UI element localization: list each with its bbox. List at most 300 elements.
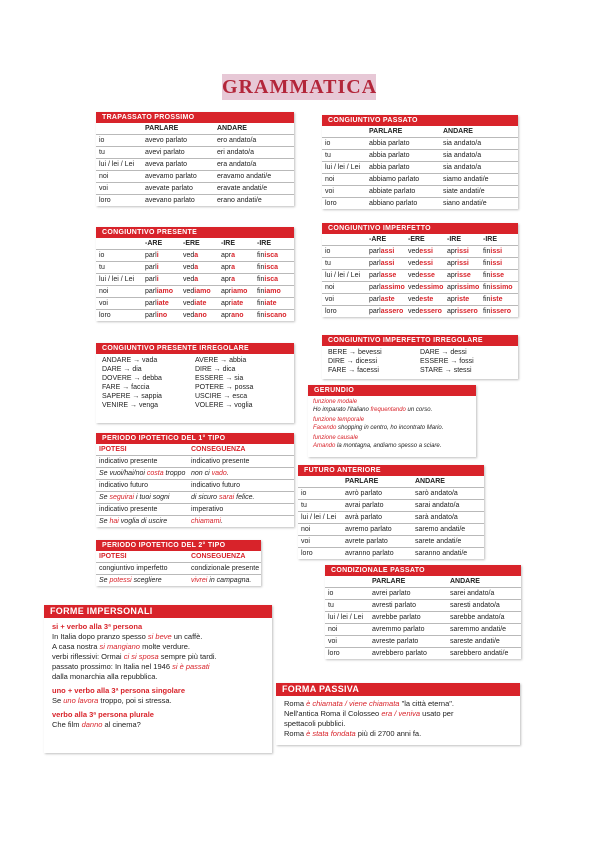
andare-form: sarò andato/a [412,488,484,500]
verb-stem: apr [447,296,458,303]
verb-stem: parl [369,284,381,291]
column-header-parlare: PARLARE [369,128,403,135]
person-label: io [96,135,142,147]
conjugation-row [322,138,518,150]
verb-ending: asse [380,272,397,279]
period-cell: indicativo presente [96,504,188,516]
example-line [44,652,272,662]
irregular-form: DIRE → dica [195,366,236,373]
verb-form [405,306,444,318]
highlight-verb: ci si sposa [123,652,159,661]
period-cell [96,575,188,587]
trapassato-prossimo-box [96,112,294,206]
verb-stem: parl [145,300,157,307]
verb-form [218,274,254,286]
conjugation-row [96,195,294,207]
andare-form: sareste andati/e [447,636,521,648]
verb-form [444,306,480,318]
andare-form: siamo andati/e [440,174,518,186]
column-header-ending: -ERE [183,240,200,247]
column-header-ending: -ARE [369,236,387,243]
verb-stem: apr [221,252,232,259]
cong-imperfetto-heading: CONGIUNTIVO IMPERFETTO [322,223,518,234]
column-header-andare: ANDARE [450,578,480,585]
person-label: io [322,138,366,150]
andare-form: sarei andato/a [447,588,521,600]
column-header-ipotesi: IPOTESI [99,446,127,453]
text: non ci [191,470,212,477]
verb-stem: ved [408,284,420,291]
period-row [96,516,294,528]
conjugation-row [298,548,484,560]
period-cell [188,516,294,528]
column-header-conseguenza: CONSEGUENZA [191,553,246,560]
verb-form [142,274,180,286]
verb-stem: parl [145,276,157,283]
column-header-person [322,234,366,246]
verb-stem: fin [483,296,491,303]
verb-ending: essi [419,248,433,255]
andare-form: sarai andato/a [412,500,484,512]
text: usato per [420,709,454,718]
verb-ending: issi [490,248,503,255]
person-label: loro [322,198,366,210]
andare-form: sia andato/a [440,138,518,150]
verb-ending: ino [156,312,168,319]
verb-form [180,250,218,262]
example-line [276,709,520,719]
conjugation-row [325,648,521,660]
person-label: io [96,250,142,262]
parlare-form: avevamo parlato [142,171,214,183]
verb-form [180,298,218,310]
verb-form [444,270,480,282]
verb-ending: a [231,264,236,271]
cong-pres-irr-heading: CONGIUNTIVO PRESENTE IRREGOLARE [96,343,294,354]
highlight-verb: è stata fondata [306,729,356,738]
verb-form [142,262,180,274]
andare-form: ero andato/a [214,135,294,147]
irregular-form: ESSERE → sia [195,375,244,382]
verb-stem: parl [369,296,381,303]
verb-stem: apr [447,248,458,255]
verb-stem: fin [257,288,265,295]
person-label: lui / lei / Lei [298,512,342,524]
andare-form: eravamo andati/e [214,171,294,183]
verb-stem: fin [257,276,265,283]
verb-stem: ved [408,248,420,255]
period-row [96,575,261,587]
person-label: noi [96,171,142,183]
person-label: loro [96,310,142,322]
conjugation-row [325,624,521,636]
page-title: GRAMMATICA [222,76,378,98]
verb-stem: fin [257,264,265,271]
highlight-verb: si beve [147,632,172,641]
parlare-form: avevi parlato [142,147,214,159]
verb-form [480,306,518,318]
andare-form: era andato/a [214,159,294,171]
gerundio-function-label: funzione temporale [313,417,365,423]
verb-form [366,270,405,282]
periodo1-heading: PERIODO IPOTETICO DEL 1° TIPO [96,433,294,444]
conjugation-row [96,159,294,171]
verb-form [366,258,405,270]
verb-ending: issero [457,308,478,315]
trapassato-heading: TRAPASSATO PROSSIMO [96,112,294,123]
futuro-ant-table [298,476,484,559]
period-cell: imperativo [188,504,294,516]
period-cell [96,516,188,528]
verb-stem: apr [447,272,458,279]
verb-form [254,274,294,286]
column-header-ending: -ARE [145,240,163,247]
verb-form [444,294,480,306]
parlare-form: avrò parlato [342,488,412,500]
verb-ending: issimo [457,284,480,291]
verb-stem: ved [183,312,195,319]
column-header-person [322,126,366,138]
verb-form [405,294,444,306]
parlare-form: abbiano parlato [366,198,440,210]
person-label: loro [298,548,342,560]
person-label: io [298,488,342,500]
person-label: io [322,246,366,258]
person-label: lui / lei / Lei [96,274,142,286]
verb-form [444,246,480,258]
verb-form [480,282,518,294]
verb-ending: a [194,252,199,259]
andare-form: saresti andato/a [447,600,521,612]
cong-presente-heading: CONGIUNTIVO PRESENTE [96,227,294,238]
forme-impersonali-box [44,605,272,753]
verb-stem: fin [257,300,265,307]
text: un corso. [405,407,433,413]
period-cell: condizionale presente [188,563,261,575]
irregular-form: ANDARE → vada [102,357,158,364]
verb-ending: iate [264,300,277,307]
text: in campagna. [207,577,252,584]
verb-ending: i [156,264,159,271]
column-header-andare: ANDARE [443,128,473,135]
verb-stem: fin [257,252,265,259]
verb-ending: iamo [156,288,174,295]
conjugation-row [298,500,484,512]
highlight-verb: si mangiano [99,642,140,651]
text: la montagna, andiamo spesso a sciare. [335,443,442,449]
andare-form: eri andato/a [214,147,294,159]
text: voglia di uscire [118,518,168,525]
person-label: noi [322,174,366,186]
cong-passato-table [322,126,518,209]
text: scegliere [131,577,162,584]
text: al cinema? [102,720,141,729]
text: Se [52,696,64,705]
highlight-verb: chiamami [191,518,221,525]
periodo2-table [96,551,261,586]
verb-form [480,246,518,258]
person-label: tu [322,150,366,162]
highlight-verb: frequentando [370,407,406,413]
text: Ho imparato l'italiano [313,407,371,413]
column-header-person [298,476,342,488]
highlight-verb: potessi [109,577,132,584]
gerundio-example [308,406,476,416]
congiuntivo-imperfetto-box [322,223,518,317]
column-header-ipotesi: IPOTESI [99,553,127,560]
cong-presente-table [96,238,294,321]
verb-form [405,270,444,282]
conjugation-row [322,174,518,186]
verb-ending: i [156,252,159,259]
verb-ending: a [231,252,236,259]
example-line [44,672,272,682]
verb-stem: parl [369,272,381,279]
example-line [44,642,272,652]
conjugation-row [325,600,521,612]
column-header-ending: -IRE [447,236,461,243]
cong-pres-irr-left [102,356,195,410]
irregular-form: DARE → dessi [420,349,467,356]
irregular-form: FARE → faccia [102,384,150,391]
verb-ending: iste [490,296,503,303]
irregular-form: USCIRE → esca [195,393,248,400]
conjugation-row [325,636,521,648]
conjugation-row [96,262,294,274]
text: passato prossimo: In Italia nel 1946 [52,662,173,671]
period-cell [96,492,188,504]
verb-form [366,282,405,294]
verb-stem: fin [483,272,491,279]
verb-stem: ved [408,308,420,315]
andare-form: eravate andati/e [214,183,294,195]
highlight-verb: era / veniva [381,709,421,718]
verb-ending: aste [380,296,395,303]
parlare-form: avrà parlato [342,512,412,524]
periodo1-table [96,444,294,527]
person-label: tu [96,147,142,159]
cong-imp-irregolare-box [322,335,518,379]
verb-stem: apr [221,288,232,295]
irregular-form: SAPERE → sappia [102,393,162,400]
person-label: voi [96,298,142,310]
andare-form: saremo andati/e [412,524,484,536]
verb-ending: este [419,296,434,303]
rule-text: si + verbo alla 3ª persona [52,622,143,631]
text: troppo [163,470,186,477]
verb-stem: ved [183,300,195,307]
column-header-person [325,576,369,588]
period-cell: congiuntivo imperfetto [96,563,188,575]
verb-ending: issi [457,248,469,255]
person-label: lui / lei / Lei [322,162,366,174]
text: Se [99,494,110,501]
column-header-person [96,123,142,135]
person-label: noi [322,282,366,294]
verb-ending: ano [194,312,207,319]
verb-ending: a [194,264,199,271]
conjugation-row [322,162,518,174]
cong-imp-irr-heading: CONGIUNTIVO IMPERFETTO IRREGOLARE [322,335,518,346]
period-cell: indicativo presente [96,456,188,468]
irregular-form: ESSERE → fossi [420,358,474,365]
verb-stem: parl [369,248,381,255]
verb-form [218,310,254,322]
irregular-form: DOVERE → debba [102,375,162,382]
periodo-ipotetico-1-box [96,433,294,527]
column-header-parlare: PARLARE [372,578,406,585]
gerundio-body [308,396,476,452]
person-label: voi [322,294,366,306]
cong-imperfetto-table [322,234,518,317]
gerundio-example [308,424,476,434]
parlare-form: avranno parlato [342,548,412,560]
highlight-verb: Amando [313,443,336,449]
person-label: tu [325,600,369,612]
text: verbi riflessivi: Ormai [52,652,124,661]
verb-stem: ved [183,264,195,271]
congiuntivo-presente-box [96,227,294,321]
verb-stem: ved [183,252,195,259]
verb-stem: parl [145,264,157,271]
example-line [276,719,520,729]
rule-text: verbo alla 3ª persona plurale [52,710,154,719]
verb-form [366,294,405,306]
conjugation-row [322,246,518,258]
text: Roma [284,729,307,738]
verb-ending: iamo [264,288,281,295]
verb-ending: iamo [231,288,248,295]
text: sempre più tardi. [158,652,217,661]
irregular-form: VOLERE → voglia [195,402,253,409]
parlare-form: avrebbe parlato [369,612,447,624]
conjugation-row [322,198,518,210]
highlight-verb: costa [146,470,164,477]
passiva-heading: FORMA PASSIVA [276,683,520,696]
verb-stem: apr [221,276,232,283]
verb-form [218,286,254,298]
column-header-ending: -IRE [257,240,271,247]
parlare-form: avresti parlato [369,600,447,612]
verb-form [180,310,218,322]
futuro-ant-heading: FUTURO ANTERIORE [298,465,484,476]
verb-form [180,262,218,274]
verb-stem: parl [369,308,381,315]
irregular-form: STARE → stessi [420,367,472,374]
verb-stem: ved [183,288,195,295]
conjugation-row [96,274,294,286]
conjugation-row [298,512,484,524]
verb-form [142,298,180,310]
parlare-form: abbiate parlato [366,186,440,198]
gerundio-heading: GERUNDIO [308,385,476,396]
verb-ending: a [194,276,199,283]
text: un caffè. [171,632,203,641]
text: "la città eterna". [399,699,455,708]
conjugation-row [298,536,484,548]
period-row [96,504,294,516]
column-header-person [96,238,142,250]
verb-form [254,310,294,322]
text: . [226,470,229,477]
text: di sicuro [191,494,220,501]
column-header-andare: ANDARE [415,478,445,485]
andare-form: saremmo andati/e [447,624,521,636]
parlare-form: avrai parlato [342,500,412,512]
futuro-anteriore-box [298,465,484,559]
verb-stem: apr [447,260,458,267]
conjugation-row [298,524,484,536]
person-label: voi [322,186,366,198]
text: Nell'antica Roma il Colosseo [284,709,382,718]
period-cell: indicativo presente [188,456,294,468]
conjugation-row [322,294,518,306]
verb-stem: ved [408,296,420,303]
parlare-form: aveva parlato [142,159,214,171]
andare-form: sia andato/a [440,150,518,162]
verb-ending: essi [419,260,433,267]
irregular-form: BERE → bevessi [328,349,382,356]
text: più di 2700 anni fa. [355,729,422,738]
andare-form: sarebbero andati/e [447,648,521,660]
verb-form [218,250,254,262]
verb-ending: iste [457,296,470,303]
irregular-form: AVERE → abbia [195,357,247,364]
verb-ending: assero [380,308,404,315]
person-label: noi [96,286,142,298]
andare-form: sarebbe andato/a [447,612,521,624]
parlare-form: avrei parlato [369,588,447,600]
conjugation-row [322,306,518,318]
verb-form [180,274,218,286]
periodo-ipotetico-2-box [96,540,261,586]
verb-form [142,286,180,298]
verb-stem: fin [483,248,491,255]
andare-form: erano andati/e [214,195,294,207]
highlight-verb: Facendo [313,425,337,431]
highlight-verb: si è passati [172,662,210,671]
verb-stem: apr [447,308,458,315]
trapassato-table [96,123,294,206]
text: dalla monarchia alla repubblica. [52,672,158,681]
conjugation-row [96,250,294,262]
passiva-body [276,696,520,739]
conjugation-row [322,186,518,198]
gerundio-box [308,385,476,457]
person-label: lui / lei / Lei [96,159,142,171]
person-label: loro [325,648,369,660]
irregular-form: DARE → dia [102,366,142,373]
parlare-form: avremmo parlato [369,624,447,636]
gerundio-function-label: funzione causale [313,435,359,441]
conjugation-row [96,171,294,183]
text: Se vuoi/hai/noi [99,470,147,477]
text: Se [99,577,110,584]
rule-heading [44,686,272,696]
parlare-form: avreste parlato [369,636,447,648]
period-row [96,492,294,504]
forme-heading: FORME IMPERSONALI [44,605,272,618]
verb-ending: assimo [380,284,405,291]
verb-form [480,258,518,270]
text: In Italia dopo pranzo spesso [52,632,148,641]
text: molte verdure. [139,642,191,651]
verb-form [480,270,518,282]
conjugation-row [325,588,521,600]
highlight-verb: è chiamata / viene chiamata [306,699,400,708]
verb-stem: ved [183,276,195,283]
person-label: loro [96,195,142,207]
